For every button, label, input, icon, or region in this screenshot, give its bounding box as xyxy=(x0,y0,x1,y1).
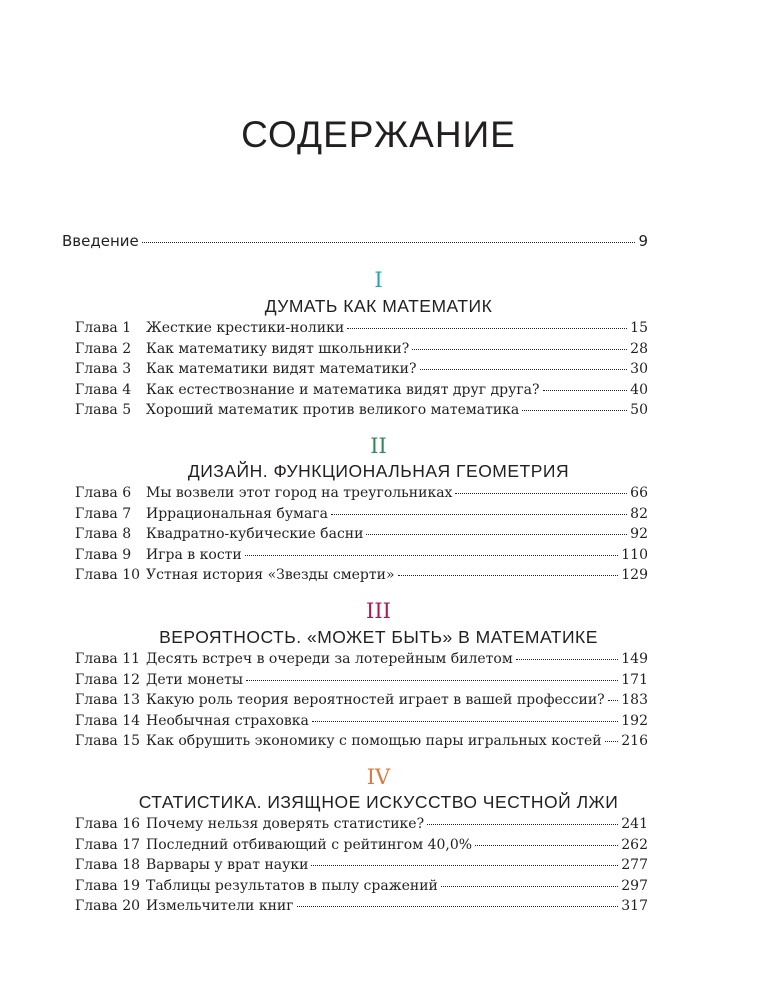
chapter-title: Хороший математик против великого математика xyxy=(146,402,520,418)
chapter-page-number: 277 xyxy=(621,857,648,873)
part-2-title: ДИЗАЙН. ФУНКЦИОНАЛЬНАЯ ГЕОМЕТРИЯ xyxy=(187,461,570,481)
chapter-title: Мы возвели этот город на треугольниках xyxy=(146,485,453,501)
toc-entry[interactable] xyxy=(75,814,648,835)
dot-leader xyxy=(312,721,618,722)
intro-page-number: 9 xyxy=(638,232,648,250)
chapter-label: Глава 12 xyxy=(75,671,141,688)
chapter-title: Жесткие крестики-нолики xyxy=(146,320,345,336)
chapter-title: Как математику видят школьники? xyxy=(146,340,410,357)
chapter-title: Последний отбивающий с рейтингом 40,0% xyxy=(146,836,473,853)
part-2-numeral: II xyxy=(370,434,387,458)
chapter-label: Глава 6 xyxy=(75,485,132,501)
chapter-page-number: 171 xyxy=(621,671,648,688)
toc-intro-entry[interactable] xyxy=(62,232,648,250)
chapter-title: Иррациональная бумага xyxy=(146,505,328,522)
part-2-chapter-list xyxy=(75,483,648,586)
toc-entry[interactable] xyxy=(75,565,648,586)
chapter-title: Варвары у врат науки xyxy=(146,857,309,873)
chapter-title: Измельчители книг xyxy=(146,898,294,914)
toc-entry[interactable] xyxy=(75,876,648,897)
toc-entry[interactable] xyxy=(75,400,648,421)
chapter-label: Глава 1 xyxy=(75,320,132,336)
toc-entry[interactable] xyxy=(75,731,648,752)
part-3-chapter-list xyxy=(75,649,648,752)
chapter-label: Глава 19 xyxy=(75,877,141,894)
part-1-title: ДУМАТЬ КАК МАТЕМАТИК xyxy=(264,296,493,316)
chapter-title: Как математики видят математики? xyxy=(146,361,417,377)
part-1-chapter-list xyxy=(75,318,648,421)
dot-leader xyxy=(331,514,627,515)
dot-leader xyxy=(516,659,619,660)
toc-entry[interactable] xyxy=(75,380,648,401)
dot-leader xyxy=(246,680,618,681)
chapter-label: Глава 16 xyxy=(75,816,141,832)
dot-leader xyxy=(543,390,628,391)
chapter-page-number: 129 xyxy=(621,567,648,583)
chapter-title: Необычная страховка xyxy=(146,712,309,729)
toc-entry[interactable] xyxy=(75,504,648,525)
dot-leader xyxy=(366,534,627,535)
chapter-page-number: 28 xyxy=(630,340,648,357)
chapter-title: Таблицы результатов в пылу сражений xyxy=(146,877,438,894)
page-title: СОДЕРЖАНИЕ xyxy=(241,114,516,155)
chapter-page-number: 317 xyxy=(621,898,648,914)
chapter-label: Глава 17 xyxy=(75,836,141,853)
toc-entry[interactable] xyxy=(75,318,648,339)
chapter-label: Глава 2 xyxy=(75,340,132,357)
toc-entry[interactable] xyxy=(75,339,648,360)
chapter-label: Глава 10 xyxy=(75,567,141,583)
dot-leader xyxy=(412,349,627,350)
toc-entry[interactable] xyxy=(75,649,648,670)
toc-entry[interactable] xyxy=(75,835,648,856)
chapter-page-number: 297 xyxy=(621,877,648,894)
chapter-title: Устная история «Звезды смерти» xyxy=(146,567,395,583)
part-4-title: СТАТИСТИКА. ИЗЯЩНОЕ ИСКУССТВО ЧЕСТНОЙ ЛЖИ xyxy=(138,792,619,812)
toc-entry[interactable] xyxy=(75,524,648,545)
part-1-numeral: I xyxy=(374,268,383,292)
dot-leader xyxy=(605,741,619,742)
chapter-title: Какую роль теория вероятностей играет в вашей профессии? xyxy=(146,692,605,708)
chapter-page-number: 92 xyxy=(630,526,648,542)
toc-entry[interactable] xyxy=(75,545,648,566)
chapter-title: Дети монеты xyxy=(146,671,244,688)
dot-leader xyxy=(522,410,627,411)
chapter-page-number: 216 xyxy=(621,733,648,749)
chapter-label: Глава 18 xyxy=(75,857,141,873)
dot-leader xyxy=(427,824,618,825)
chapter-label: Глава 11 xyxy=(75,651,141,667)
chapter-label: Глава 20 xyxy=(75,898,141,914)
dot-leader xyxy=(297,906,619,907)
dot-leader xyxy=(441,886,618,887)
toc-entry[interactable] xyxy=(75,896,648,917)
chapter-label: Глава 15 xyxy=(75,733,141,749)
chapter-page-number: 192 xyxy=(621,712,648,729)
chapter-page-number: 183 xyxy=(621,692,648,708)
toc-entry[interactable] xyxy=(75,670,648,691)
chapter-title: Квадратно-кубические басни xyxy=(146,526,364,542)
chapter-label: Глава 3 xyxy=(75,361,132,377)
chapter-page-number: 30 xyxy=(630,361,648,377)
part-3-numeral: III xyxy=(366,599,391,623)
part-4-numeral: IV xyxy=(366,765,391,789)
chapter-page-number: 15 xyxy=(630,320,648,336)
chapter-label: Глава 5 xyxy=(75,402,132,418)
chapter-label: Глава 9 xyxy=(75,546,132,563)
toc-entry[interactable] xyxy=(75,359,648,380)
chapter-page-number: 149 xyxy=(621,651,648,667)
dot-leader xyxy=(347,328,627,329)
chapter-title: Как естествознание и математика видят друг друга? xyxy=(146,381,540,398)
dot-leader xyxy=(455,493,627,494)
chapter-label: Глава 13 xyxy=(75,692,141,708)
chapter-page-number: 82 xyxy=(630,505,648,522)
chapter-title: Почему нельзя доверять статистике? xyxy=(146,816,425,832)
part-4-chapter-list xyxy=(75,814,648,917)
chapter-label: Глава 7 xyxy=(75,505,132,522)
toc-entry[interactable] xyxy=(75,711,648,732)
chapter-label: Глава 8 xyxy=(75,526,132,542)
chapter-title: Игра в кости xyxy=(146,546,242,563)
chapter-page-number: 66 xyxy=(630,485,648,501)
chapter-page-number: 110 xyxy=(621,546,648,563)
dot-leader xyxy=(608,700,619,701)
intro-title: Введение xyxy=(62,232,139,250)
chapter-page-number: 262 xyxy=(621,836,648,853)
dot-leader xyxy=(398,575,619,576)
part-3-title: ВЕРОЯТНОСТЬ. «МОЖЕТ БЫТЬ» В МАТЕМАТИКЕ xyxy=(159,627,598,647)
chapter-page-number: 241 xyxy=(621,816,648,832)
chapter-title: Десять встреч в очереди за лотерейным билетом xyxy=(146,651,513,667)
dot-leader xyxy=(420,369,628,370)
chapter-label: Глава 14 xyxy=(75,712,141,729)
toc-entry[interactable] xyxy=(75,855,648,876)
chapter-label: Глава 4 xyxy=(75,381,132,398)
toc-entry[interactable] xyxy=(75,483,648,504)
chapter-page-number: 50 xyxy=(630,402,648,418)
chapter-page-number: 40 xyxy=(630,381,648,398)
dot-leader xyxy=(142,242,636,243)
dot-leader xyxy=(245,555,619,556)
toc-entry[interactable] xyxy=(75,690,648,711)
dot-leader xyxy=(311,865,618,866)
dot-leader xyxy=(475,845,618,846)
chapter-title: Как обрушить экономику с помощью пары игральных костей xyxy=(146,733,602,749)
